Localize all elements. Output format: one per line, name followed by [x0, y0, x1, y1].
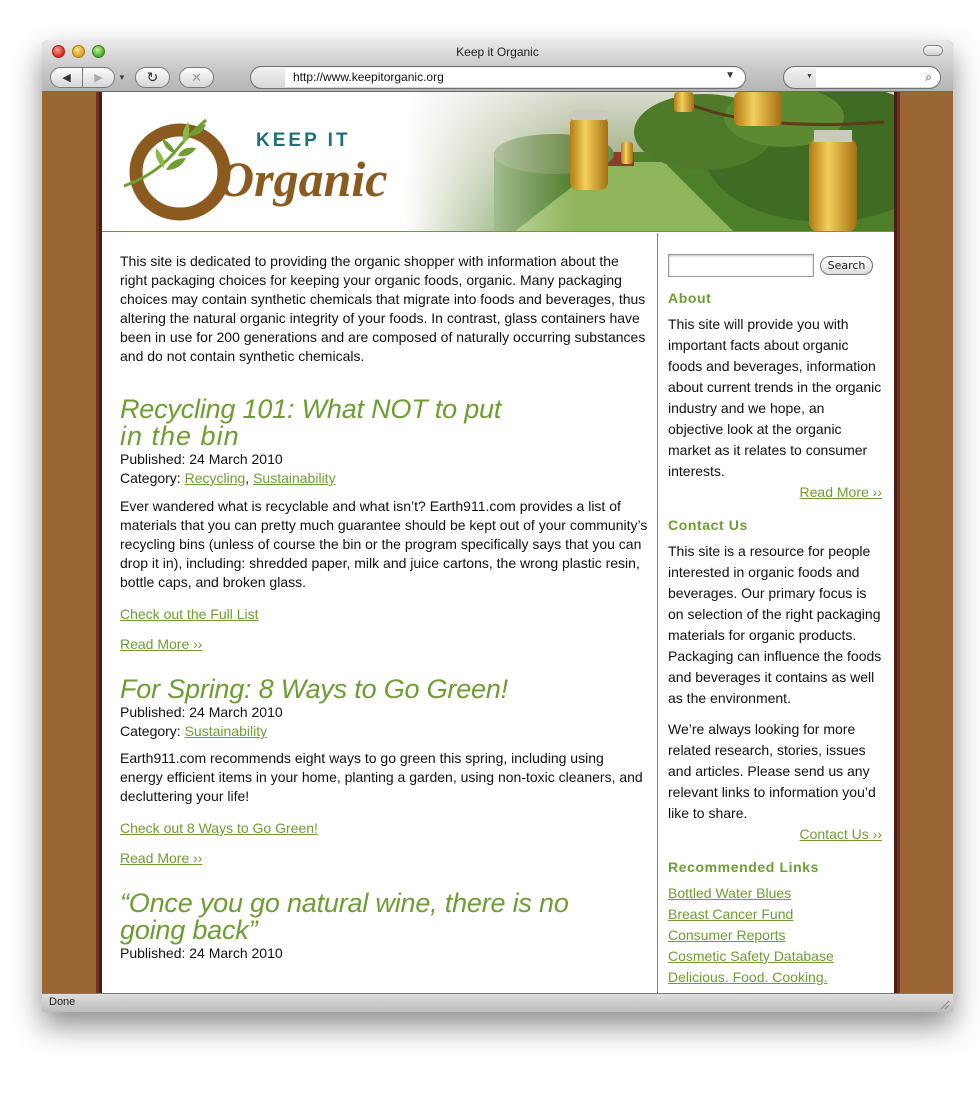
history-dropdown-icon[interactable]: ▼ [118, 73, 126, 82]
post-title[interactable]: For Spring: 8 Ways to Go Green! [120, 674, 508, 704]
post-published: Published: 24 March 2010 [120, 945, 283, 961]
category-label: Category: [120, 470, 181, 486]
about-read-more-link[interactable]: Read More ›› [799, 484, 882, 500]
stop-button[interactable] [179, 67, 214, 88]
recommended-link[interactable]: Bottled Water Blues [668, 885, 792, 901]
about-text: This site will provide you with important facts about organic foods and beverages, information about current trends in the organic industry and we hope, an objective look at the organic market as it relates to consumer interests. [668, 316, 882, 479]
address-bar[interactable] [250, 66, 746, 89]
post-title-line1[interactable]: “Once you go natural wine, there is no [120, 888, 569, 918]
sidebar [668, 254, 882, 988]
contact-text-1: This site is a resource for people interested in organic foods and beverages. Our primary focus is on selection of the right packaging materials for organic products. Packaging can influence the foods and beverages it contains as well as the environment. [668, 543, 882, 706]
post-body: Earth911.com recommends eight ways to go green this spring, including using energy efficient items in your home, planting a garden, using non-toxic cleaners, and decluttering your life! [120, 750, 643, 804]
category-link-sustainability[interactable]: Sustainability [253, 470, 336, 486]
post-spring [120, 676, 648, 866]
post-published: Published: 24 March 2010 [120, 451, 283, 467]
forward-arrow-icon: ▶ [94, 72, 103, 84]
post-recycling [120, 396, 648, 652]
logo-small-text: KEEP IT [256, 130, 351, 151]
forward-button[interactable] [82, 67, 115, 88]
orchard-photo [404, 92, 894, 232]
browser-search-input[interactable] [816, 68, 940, 87]
post-title-line2[interactable]: going back” [120, 915, 258, 945]
toolbar-toggle-button[interactable] [923, 45, 943, 56]
window-title: Keep it Organic [456, 45, 539, 59]
post-title-line1[interactable]: Recycling 101: What NOT to put [120, 394, 502, 424]
read-more-link[interactable]: Read More ›› [120, 850, 203, 866]
site-logo[interactable] [118, 108, 388, 223]
eight-ways-link[interactable]: Check out 8 Ways to Go Green! [120, 820, 318, 836]
intro-text: This site is dedicated to providing the organic shopper with information about the right packaging choices for keeping your organic foods, organic. Many packaging choices may contain synthetic chemicals that migrate into foods and beverages, thus altering the natural organic integrity of your foods. In contrast, glass containers have been in use for 200 generations and are composed of naturally occurring substances and do not contain synthetic chemicals. [120, 253, 646, 364]
post-body: Ever wandered what is recyclable and what isn’t? Earth911.com provides a list of materials that you can pretty much guarantee should be kept out of your community’s recycling bins (unless of course the bin or the program specifically says that you can drop it in), including: shredded paper, milk and juice cartons, the wrong plastic resin, bottle caps, and broken glass. [120, 498, 648, 590]
post-title[interactable] [120, 396, 648, 450]
browser-search-bar[interactable] [783, 66, 941, 89]
site-search [668, 254, 882, 277]
resize-grip-icon[interactable] [938, 998, 950, 1010]
back-button[interactable] [50, 67, 83, 88]
contact-text-2: We’re always looking for more related research, stories, issues and articles. Please send us any relevant links to information you’d like to share. [668, 721, 876, 821]
reload-icon: ↻ [146, 69, 159, 85]
recommended-link[interactable]: Breast Cancer Fund [668, 906, 794, 922]
url-field[interactable]: http://www.keepitorganic.org [285, 68, 745, 87]
browser-window [42, 40, 953, 1012]
url-dropdown-icon[interactable]: ▼ [725, 70, 735, 81]
post-categories [120, 722, 648, 741]
stop-icon: ✕ [191, 69, 202, 85]
back-arrow-icon: ◀ [62, 72, 71, 84]
title-bar [42, 40, 953, 92]
category-link-sustainability[interactable]: Sustainability [184, 723, 268, 739]
post-title[interactable] [120, 890, 648, 944]
site-header [102, 92, 894, 232]
read-more-link[interactable]: Read More ›› [120, 636, 203, 652]
category-label: Category: [120, 723, 181, 739]
recommended-link[interactable]: Cosmetic Safety Database [668, 948, 834, 964]
about-heading: About [668, 290, 712, 306]
web-viewport [42, 92, 953, 993]
post-categories: Category: Recycling, Sustainability [120, 470, 336, 486]
column-divider [657, 233, 658, 993]
recommended-links-list [668, 883, 882, 988]
status-bar [42, 993, 953, 1012]
contact-heading: Contact Us [668, 517, 748, 533]
status-text: Done [49, 996, 76, 1008]
logo-o-ring [136, 130, 224, 214]
logo-leaf-3 [178, 148, 196, 157]
post-published: Published: 24 March 2010 [120, 704, 283, 720]
contact-us-link[interactable]: Contact Us ›› [799, 826, 882, 842]
full-list-link[interactable]: Check out the Full List [120, 606, 259, 622]
logo-big-text: Organic [218, 151, 388, 207]
recommended-link[interactable]: Consumer Reports [668, 927, 786, 943]
search-icon: ⌕ [925, 70, 932, 84]
site-search-input[interactable] [668, 254, 814, 277]
links-heading: Recommended Links [668, 859, 820, 875]
logo-leaf-1 [162, 138, 176, 154]
post-title-line2[interactable]: in the bin [120, 421, 240, 451]
site-search-button[interactable]: Search [820, 256, 873, 275]
recommended-link[interactable]: Delicious. Food. Cooking. [668, 969, 828, 985]
web-page [102, 92, 894, 993]
post-natural-wine [120, 890, 648, 963]
reload-button[interactable] [135, 67, 170, 88]
search-engine-dropdown-icon[interactable]: ▼ [806, 73, 813, 80]
category-link-recycling[interactable]: Recycling [184, 470, 246, 486]
main-content [120, 252, 648, 963]
